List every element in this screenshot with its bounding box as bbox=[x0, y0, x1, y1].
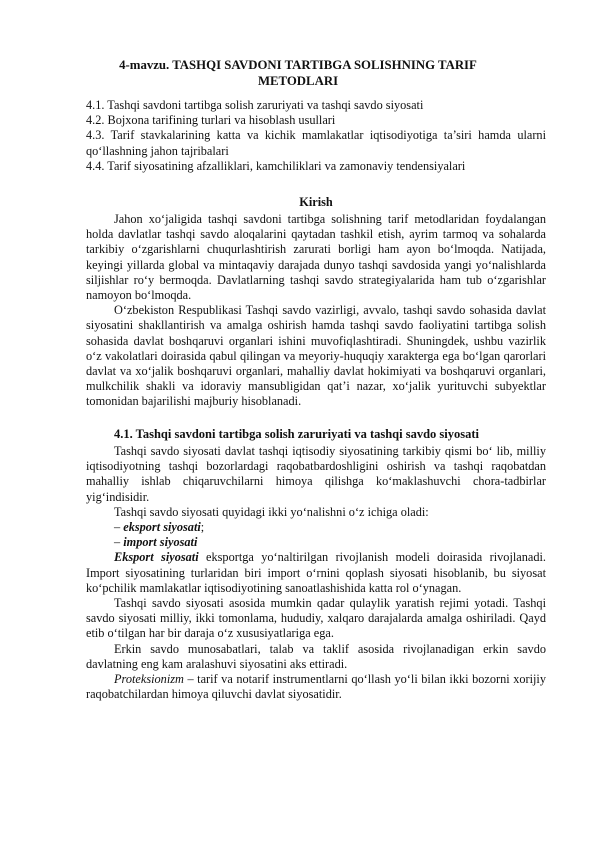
section-paragraph: Tashqi savdo siyosati davlat tashqi iqtisodiy siyosatining tarkibiy qismi bo‘ lib, milliy iqtisodiyotning tashqi bozorlardagi raqobatbardoshligini oshirish va tashqi raqobatdan mahalliy ishlab chiqaruvchilarni himoya qilishga ko‘maklashuvchi chora-tadbirlar yig‘indisidir. bbox=[86, 444, 546, 504]
list-item bbox=[86, 535, 546, 550]
list-item bbox=[86, 520, 546, 535]
section-paragraph bbox=[86, 672, 546, 702]
plan-item-4-1: 4.1. Tashqi savdoni tartibga solish zaruriyati va tashqi savdo siyosati bbox=[86, 98, 424, 112]
protectionism-term: Proteksionizm bbox=[114, 672, 184, 687]
list-item-suffix: ; bbox=[200, 520, 205, 535]
plan-item-4-4: 4.4. Tarif siyosatining afzalliklari, kamchiliklari va zamonaviy tendensiyalari bbox=[86, 158, 466, 173]
intro-section bbox=[86, 212, 546, 410]
export-policy-text: eksportga yo‘naltirilgan rivojlanish modeli doirasida rivojlanadi. Import siyosatining turlaridan biri import o‘rnini qoplash siyosati hisoblanib, bu siyosat ko‘pchilik mamlakatlar iqtisodiyotining sanoatlashishida katta rol o‘ynagan. bbox=[86, 550, 546, 595]
export-policy-term: Eksport siyosati bbox=[114, 550, 199, 565]
section-paragraph: Tashqi savdo siyosati asosida mumkin qadar qulaylik yaratish rejimi yotadi. Tashqi savdo siyosati milliy, ikki tomonlama, hududiy, xalqaro darajalarda amalga oshiriladi. Qayd etib o‘tilgan har bir daraja o‘z xususiyatlariga ega. bbox=[86, 596, 546, 641]
list-dash: – bbox=[114, 535, 124, 550]
intro-paragraph: O‘zbekiston Respublikasi Tashqi savdo vazirligi, avvalo, tashqi savdo sohasida davlat siyosatini shakllantirish va amalga oshirish hamda tashqi savdo faoliyatini tartibga solish sohasida davlat boshqaruvi organlari ishini muvofiqlashtiradi. Shuningdek, ushbu vazirlik o‘z vakolatlari doirasida qabul qilingan va meyoriy-huquqiy xarakterga ega bo‘lgan qarorlari davlat va xo‘jalik boshqaruvi organlari, mahalliy davlat hokimiyati va boshqaruvi organlari, mulkchilik shakli va idoraviy mansubligidan qat’i nazar, xo‘jalik yurituvchi subyektlar tomonidan bajarilishi majburiy hisoblanadi. bbox=[86, 303, 546, 409]
intro-heading: Kirish bbox=[299, 195, 333, 209]
page-title: 4-mavzu. TASHQI SAVDONI TARTIBGA SOLISHNING TARIF METODLARI bbox=[119, 58, 477, 88]
plan-item-4-2: 4.2. Bojxona tarifining turlari va hisoblash usullari bbox=[86, 113, 336, 128]
plan-item-4-3: 4.3. Tarif stavkalarining katta va kichik mamlakatlar iqtisodiyotiga ta’siri hamda ularni qo‘llashning jahon tajribalari bbox=[86, 128, 546, 158]
section-heading: 4.1. Tashqi savdoni tartibga solish zaruriyati va tashqi savdo siyosati bbox=[114, 427, 480, 441]
intro-paragraph: Jahon xo‘jaligida tashqi savdoni tartibga solishning tarif metodlaridan foydalangan holda davlatlar tashqi savdo aloqalarini qaytadan tashkil etish, ayrim tarmoq va sohalarda tarkibiy o‘zgarishlarni chuqurlashtirish zarurati borligi ham ayon bo‘lmoqda. Natijada, keyingi yillarda global va mintaqaviy darajada dunyo tashqi savdosida yangi yo‘nalishlarda siljishlar ro‘y bermoqda. Davlatlarning tashqi savdo strategiyalarida ham tub o‘zgarishlar namoyon bo‘lmoqda. bbox=[86, 212, 546, 303]
list-dash: – bbox=[114, 520, 124, 535]
section-paragraph: Erkin savdo munosabatlari, talab va taklif asosida rivojlanadigan erkin savdo davlatning eng kam aralashuvi siyosatini aks ettiradi. bbox=[86, 641, 546, 671]
protectionism-text: – tarif va notarif instrumentlarni qo‘llash yo‘li bilan ikki bozorni xorijiy raqobatchilardan himoya qiluvchi davlat siyosatidir. bbox=[86, 672, 546, 702]
list-item-export-policy: eksport siyosati bbox=[123, 520, 201, 535]
section-paragraph bbox=[86, 550, 546, 596]
section-paragraph: Tashqi savdo siyosati quyidagi ikki yo‘nalishni o‘z ichiga oladi: bbox=[114, 504, 429, 519]
list-item-import-policy: import siyosati bbox=[123, 535, 198, 550]
topic-plan-list bbox=[86, 98, 546, 174]
section-4-1 bbox=[86, 426, 546, 702]
